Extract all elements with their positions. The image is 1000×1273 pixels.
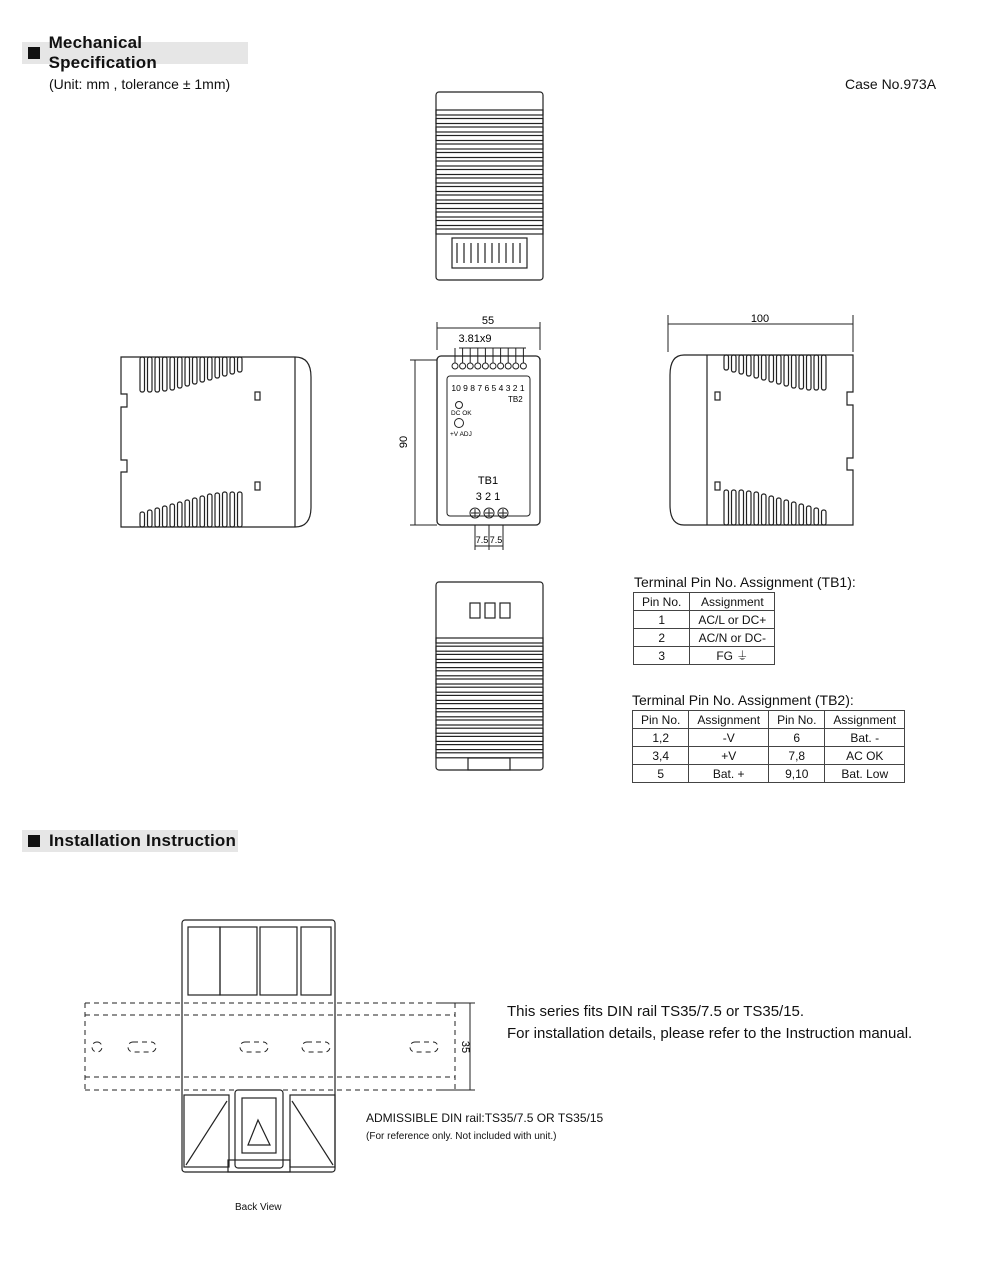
cooling-fin <box>208 357 213 380</box>
tb2-pin-table <box>632 710 905 783</box>
cooling-fin <box>163 357 168 391</box>
cooling-fin <box>223 357 228 376</box>
cooling-fin <box>436 161 543 166</box>
tb2-pin-numbers: 10 9 8 7 6 5 4 3 2 1 <box>451 383 525 393</box>
table-header-row <box>633 711 905 729</box>
cooling-fin <box>193 357 198 384</box>
cooling-fin <box>148 510 153 527</box>
cooling-fin <box>739 355 744 374</box>
table-cell: Bat. + <box>689 765 769 783</box>
cooling-fin <box>436 153 543 158</box>
tb1-pin-numbers: 3 2 1 <box>475 491 501 503</box>
cooling-fin <box>732 490 737 525</box>
admissible-rail-note: ADMISSIBLE DIN rail:TS35/7.5 OR TS35/15 <box>366 1111 604 1125</box>
cooling-fin <box>436 695 543 700</box>
table-cell: 9,10 <box>769 765 825 783</box>
cooling-fin <box>784 500 789 525</box>
cooling-fin <box>155 357 160 392</box>
reference-note: (For reference only. Not included with unit.) <box>366 1131 557 1142</box>
bottom-view-drawing <box>430 578 550 773</box>
table-row <box>634 629 775 647</box>
cooling-fin <box>754 492 759 525</box>
front-view-drawing <box>395 310 555 555</box>
table-cell: 3,4 <box>633 747 689 765</box>
table-row <box>634 611 775 629</box>
table-cell: AC OK <box>825 747 905 765</box>
cooling-fin <box>724 355 729 370</box>
table-header: Assignment <box>825 711 905 729</box>
cooling-fin <box>200 496 205 527</box>
cooling-fin <box>178 502 183 527</box>
cooling-fin <box>792 355 797 388</box>
cooling-fin <box>436 671 543 676</box>
cooling-fin <box>436 720 543 725</box>
cooling-fin <box>223 492 228 527</box>
table-cell: AC/N or DC- <box>690 629 775 647</box>
cooling-fin <box>436 119 543 124</box>
square-bullet-icon <box>28 835 40 847</box>
tb1-pin-table <box>633 592 775 665</box>
cooling-fin <box>170 504 175 527</box>
cooling-fin <box>436 679 543 684</box>
cooling-fin <box>436 221 543 226</box>
cooling-fin <box>762 494 767 525</box>
cooling-fin <box>436 144 543 149</box>
cooling-fin <box>436 753 543 758</box>
install-note-line1: This series fits DIN rail TS35/7.5 or TS35/15. <box>507 1003 805 1020</box>
v-adj-label: +V ADJ <box>450 431 472 438</box>
cooling-fin <box>436 204 543 209</box>
table-cell: 1 <box>634 611 690 629</box>
cooling-fin <box>170 357 175 390</box>
cooling-fin <box>436 187 543 192</box>
cooling-fin <box>215 357 220 378</box>
cooling-fin <box>436 212 543 217</box>
table-row <box>634 647 775 665</box>
cooling-fin <box>436 638 543 643</box>
cooling-fin <box>436 136 543 141</box>
table-header: Pin No. <box>769 711 825 729</box>
cooling-fin <box>747 355 752 376</box>
table-header: Pin No. <box>634 593 690 611</box>
cooling-fin <box>436 704 543 709</box>
right-side-view-drawing <box>662 310 867 535</box>
tb2-terminal <box>513 363 519 369</box>
cooling-fin <box>436 170 543 175</box>
cooling-fin <box>178 357 183 388</box>
cooling-fin <box>436 745 543 750</box>
cooling-fin <box>436 663 543 668</box>
tb2-label: TB2 <box>508 395 523 404</box>
mechanical-title-text: Mechanical Specification <box>48 33 157 72</box>
square-bullet-icon <box>28 47 40 59</box>
cooling-fin <box>814 508 819 525</box>
cooling-fin <box>799 355 804 389</box>
table-row <box>633 765 905 783</box>
cooling-fin <box>792 502 797 525</box>
tb2-terminal <box>482 363 488 369</box>
cooling-fin <box>436 728 543 733</box>
cooling-fin <box>799 504 804 525</box>
tb2-terminal <box>498 363 504 369</box>
tb2-table-caption: Terminal Pin No. Assignment (TB2): <box>632 692 854 708</box>
cooling-fin <box>185 357 190 386</box>
cooling-fin <box>148 357 153 392</box>
table-cell: AC/L or DC+ <box>690 611 775 629</box>
cooling-fin <box>193 498 198 527</box>
table-cell: FG ⏚ <box>690 647 775 665</box>
cooling-fin <box>777 498 782 525</box>
table-header: Assignment <box>689 711 769 729</box>
table-header: Pin No. <box>633 711 689 729</box>
table-cell: Bat. Low <box>825 765 905 783</box>
dc-ok-label: DC OK <box>451 410 472 417</box>
cooling-fin <box>238 492 243 527</box>
installation-section-title <box>22 830 238 852</box>
table-cell: +V <box>689 747 769 765</box>
cooling-fin <box>724 490 729 525</box>
tb2-terminal <box>467 363 473 369</box>
tb2-terminal <box>490 363 496 369</box>
cooling-fin <box>185 500 190 527</box>
table-cell: 2 <box>634 629 690 647</box>
cooling-fin <box>230 492 235 527</box>
cooling-fin <box>732 355 737 372</box>
cooling-fin <box>814 355 819 390</box>
cooling-fin <box>436 687 543 692</box>
tb1-table-caption: Terminal Pin No. Assignment (TB1): <box>634 574 856 590</box>
cooling-fin <box>215 493 220 527</box>
dim-depth: 100 <box>750 313 770 325</box>
cooling-fin <box>739 490 744 525</box>
table-cell: 3 <box>634 647 690 665</box>
left-side-view-drawing <box>115 352 315 532</box>
cooling-fin <box>436 178 543 183</box>
dim-tb1-pitch-b: 7.5 <box>489 535 503 545</box>
tb2-terminal <box>452 363 458 369</box>
cooling-fin <box>140 357 145 392</box>
tb2-terminal <box>505 363 511 369</box>
cooling-fin <box>163 506 168 527</box>
cooling-fin <box>769 496 774 525</box>
case-number: Case No.973A <box>845 76 937 92</box>
tb2-terminal <box>475 363 481 369</box>
cooling-fin <box>436 712 543 717</box>
cooling-fin <box>140 512 145 527</box>
cooling-fin <box>200 357 205 382</box>
cooling-fin <box>762 355 767 380</box>
cooling-fin <box>238 357 243 372</box>
table-cell: 5 <box>633 765 689 783</box>
cooling-fin <box>784 355 789 386</box>
cooling-fin <box>436 646 543 651</box>
table-cell: 7,8 <box>769 747 825 765</box>
cooling-fin <box>155 508 160 527</box>
cooling-fin <box>436 127 543 132</box>
cooling-fin <box>807 506 812 525</box>
cooling-fin <box>754 355 759 378</box>
dim-height: 90 <box>398 435 410 449</box>
mechanical-section-title <box>22 33 248 72</box>
table-header-row <box>634 593 775 611</box>
unit-note: (Unit: mm , tolerance ± 1mm) <box>49 76 231 92</box>
tb1-label: TB1 <box>477 475 499 487</box>
cooling-fin <box>436 654 543 659</box>
install-note-line2: For installation details, please refer to the Instruction manual. <box>507 1025 913 1042</box>
dim-pitch: 3.81x9 <box>458 333 492 345</box>
rail-dim: 35 <box>459 1040 471 1054</box>
table-cell: 1,2 <box>633 729 689 747</box>
top-view-drawing <box>430 88 550 283</box>
table-header: Assignment <box>690 593 775 611</box>
dim-width: 55 <box>481 315 495 327</box>
table-row <box>633 729 905 747</box>
cooling-fin <box>747 491 752 525</box>
cooling-fin <box>436 736 543 741</box>
cooling-fin <box>230 357 235 374</box>
back-view-label: Back View <box>235 1202 282 1213</box>
cooling-fin <box>436 229 543 234</box>
table-cell: 6 <box>769 729 825 747</box>
tb2-terminal <box>460 363 466 369</box>
table-cell: Bat. - <box>825 729 905 747</box>
cooling-fin <box>436 110 543 115</box>
cooling-fin <box>208 494 213 527</box>
dim-tb1-pitch-a: 7.5 <box>475 535 489 545</box>
installation-title-text: Installation Instruction <box>49 831 237 850</box>
cooling-fin <box>769 355 774 382</box>
cooling-fin <box>777 355 782 384</box>
table-cell: -V <box>689 729 769 747</box>
cooling-fin <box>436 195 543 200</box>
table-row <box>633 747 905 765</box>
cooling-fin <box>822 510 827 525</box>
cooling-fin <box>807 355 812 390</box>
cooling-fin <box>822 355 827 390</box>
tb2-terminal <box>520 363 526 369</box>
